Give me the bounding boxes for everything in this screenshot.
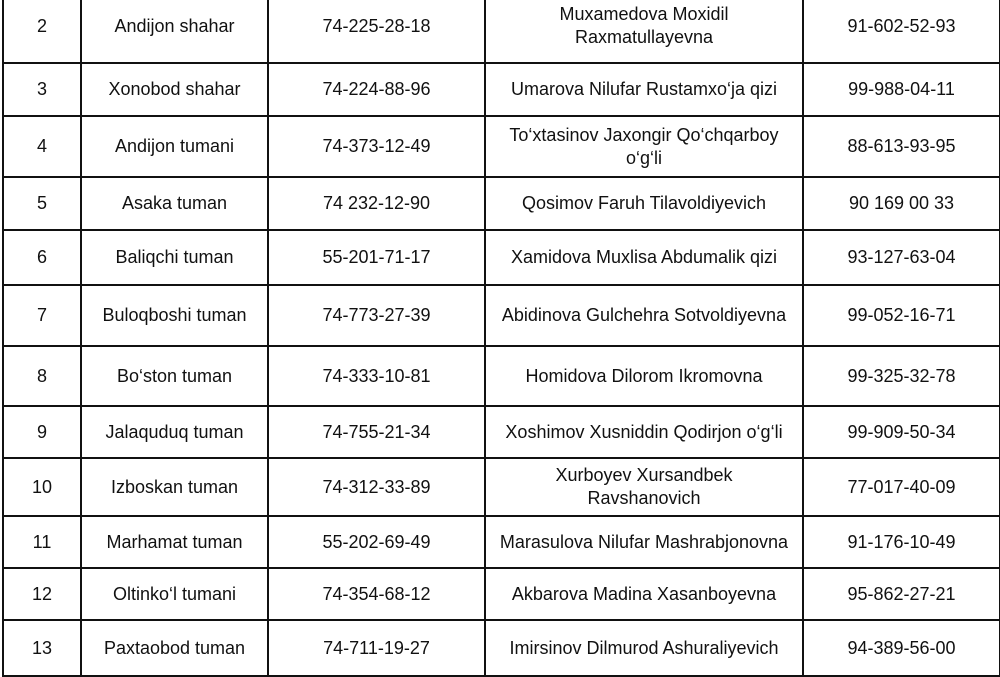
district-name: Andijon tumani	[81, 116, 268, 177]
mobile-phone: 95-862-27-21	[803, 568, 1000, 620]
table-row	[3, 230, 1000, 285]
row-number: 9	[3, 406, 81, 458]
row-number: 11	[3, 516, 81, 568]
person-name: To‘xtasinov Jaxongir Qo‘chqarboy o‘g‘li	[485, 116, 803, 177]
table-row	[3, 406, 1000, 458]
office-phone: 74-755-21-34	[268, 406, 485, 458]
district-name: Oltinko‘l tumani	[81, 568, 268, 620]
office-phone: 74-773-27-39	[268, 285, 485, 346]
row-number: 2	[3, 0, 81, 63]
row-number: 5	[3, 177, 81, 230]
table-row	[3, 177, 1000, 230]
person-name: Homidova Dilorom Ikromovna	[485, 346, 803, 406]
row-number: 7	[3, 285, 81, 346]
table-row	[3, 516, 1000, 568]
table-row	[3, 285, 1000, 346]
mobile-phone: 94-389-56-00	[803, 620, 1000, 676]
person-name: Xamidova Muxlisa Abdumalik qizi	[485, 230, 803, 285]
mobile-phone: 99-988-04-11	[803, 63, 1000, 116]
office-phone: 55-201-71-17	[268, 230, 485, 285]
row-number: 8	[3, 346, 81, 406]
row-number: 12	[3, 568, 81, 620]
office-phone: 74-224-88-96	[268, 63, 485, 116]
table-row	[3, 116, 1000, 177]
mobile-phone: 77-017-40-09	[803, 458, 1000, 516]
district-name: Baliqchi tuman	[81, 230, 268, 285]
person-name: Xurboyev Xursandbek Ravshanovich	[485, 458, 803, 516]
person-name: Imirsinov Dilmurod Ashuraliyevich	[485, 620, 803, 676]
office-phone: 74 232-12-90	[268, 177, 485, 230]
row-number: 3	[3, 63, 81, 116]
office-phone: 74-354-68-12	[268, 568, 485, 620]
district-name: Jalaquduq tuman	[81, 406, 268, 458]
district-name: Paxtaobod tuman	[81, 620, 268, 676]
mobile-phone: 91-176-10-49	[803, 516, 1000, 568]
mobile-phone: 99-909-50-34	[803, 406, 1000, 458]
table-row	[3, 620, 1000, 676]
district-name: Buloqboshi tuman	[81, 285, 268, 346]
office-phone: 74-225-28-18	[268, 0, 485, 63]
district-name: Xonobod shahar	[81, 63, 268, 116]
person-name: Abidinova Gulchehra Sotvoldiyevna	[485, 285, 803, 346]
contacts-table	[2, 0, 1000, 677]
table-row	[3, 63, 1000, 116]
office-phone: 74-711-19-27	[268, 620, 485, 676]
district-name: Bo‘ston tuman	[81, 346, 268, 406]
mobile-phone: 88-613-93-95	[803, 116, 1000, 177]
person-name: Umarova Nilufar Rustamxo‘ja qizi	[485, 63, 803, 116]
person-name: Akbarova Madina Xasanboyevna	[485, 568, 803, 620]
person-name: Muxamedova Moxidil Raxmatullayevna	[485, 0, 803, 63]
district-name: Marhamat tuman	[81, 516, 268, 568]
office-phone: 74-333-10-81	[268, 346, 485, 406]
office-phone: 55-202-69-49	[268, 516, 485, 568]
office-phone: 74-373-12-49	[268, 116, 485, 177]
mobile-phone: 91-602-52-93	[803, 0, 1000, 63]
district-name: Izboskan tuman	[81, 458, 268, 516]
mobile-phone: 99-052-16-71	[803, 285, 1000, 346]
office-phone: 74-312-33-89	[268, 458, 485, 516]
person-name: Marasulova Nilufar Mashrabjonovna	[485, 516, 803, 568]
mobile-phone: 99-325-32-78	[803, 346, 1000, 406]
person-name: Qosimov Faruh Tilavoldiyevich	[485, 177, 803, 230]
row-number: 4	[3, 116, 81, 177]
table-row	[3, 346, 1000, 406]
table-row	[3, 568, 1000, 620]
row-number: 6	[3, 230, 81, 285]
district-name: Andijon shahar	[81, 0, 268, 63]
row-number: 10	[3, 458, 81, 516]
table-row	[3, 0, 1000, 63]
mobile-phone: 90 169 00 33	[803, 177, 1000, 230]
mobile-phone: 93-127-63-04	[803, 230, 1000, 285]
table-row	[3, 458, 1000, 516]
row-number: 13	[3, 620, 81, 676]
person-name: Xoshimov Xusniddin Qodirjon o‘g‘li	[485, 406, 803, 458]
district-name: Asaka tuman	[81, 177, 268, 230]
